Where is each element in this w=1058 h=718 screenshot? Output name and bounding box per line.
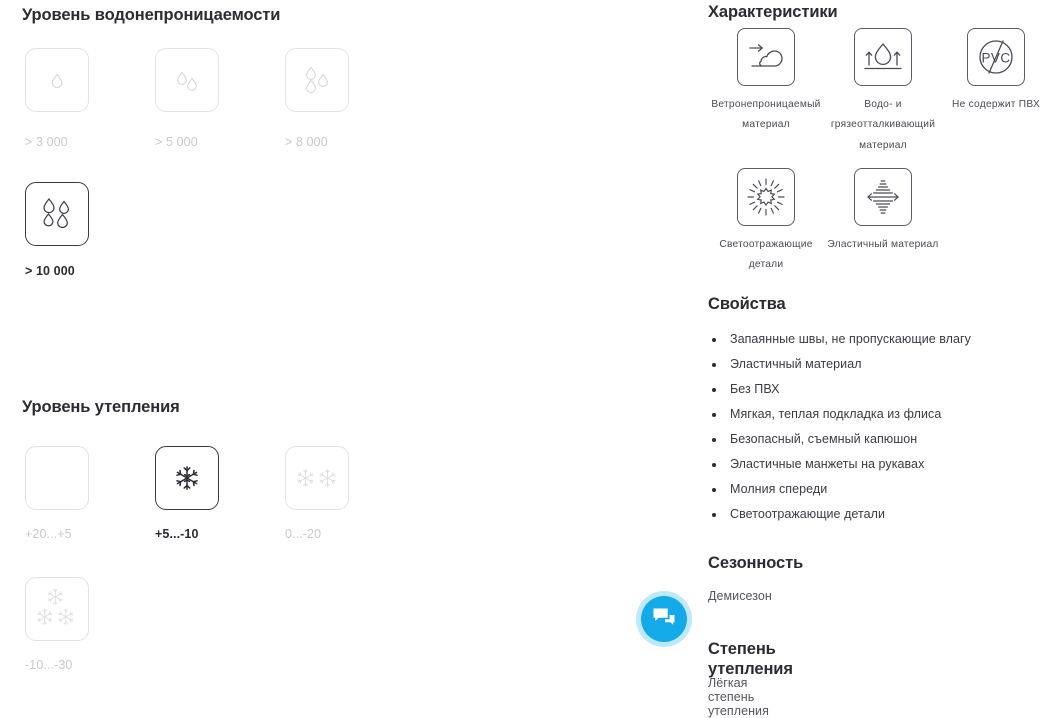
characteristic-caption: Светоотражающие детали xyxy=(719,239,813,271)
list-item: Светоотражающие детали xyxy=(708,502,971,527)
insulation-heading: Уровень утепления xyxy=(22,398,180,416)
waterproof-label-8000: > 8 000 xyxy=(285,135,328,149)
waterproof-label-5000: > 5 000 xyxy=(155,135,198,149)
insulation-option-20-5[interactable] xyxy=(25,446,89,510)
insulation-option-5-10[interactable] xyxy=(155,446,219,510)
characteristic-no-pvc xyxy=(934,28,1058,115)
waterproof-heading: Уровень водонепроницаемости xyxy=(22,6,281,24)
insulation-label-20-5: +20...+5 xyxy=(25,527,72,541)
snowflake-triple-icon xyxy=(34,587,80,631)
characteristic-elastic xyxy=(821,168,945,255)
waterproof-label-3000: > 3 000 xyxy=(25,135,68,149)
waterproof-option-3000[interactable] xyxy=(25,48,89,112)
chat-button[interactable] xyxy=(641,596,687,642)
insulation-degree-heading: Степень утепления xyxy=(708,640,793,678)
properties-heading: Свойства xyxy=(708,295,786,313)
season-heading: Сезонность xyxy=(708,554,804,572)
no-pvc-icon xyxy=(967,28,1025,86)
insulation-label-0-20: 0...-20 xyxy=(285,527,322,541)
insulation-label-10-30: -10...-30 xyxy=(25,658,73,672)
characteristic-reflective xyxy=(704,168,828,276)
water-drop-double-icon xyxy=(170,65,204,95)
snowflake-icon xyxy=(173,464,201,492)
insulation-option-0-20[interactable] xyxy=(285,446,349,510)
season-value: Демисезон xyxy=(708,589,772,603)
elastic-icon xyxy=(854,168,912,226)
waterproof-option-8000[interactable] xyxy=(285,48,349,112)
characteristic-caption: Не содержит ПВХ xyxy=(952,99,1040,110)
list-item: Без ПВХ xyxy=(708,377,971,402)
wind-cloud-icon xyxy=(737,28,795,86)
characteristic-caption: Водо- и грязеотталкивающий материал xyxy=(830,99,936,151)
reflective-icon xyxy=(737,168,795,226)
water-drop-triple-icon xyxy=(299,63,335,97)
left-column xyxy=(0,0,350,700)
insulation-option-10-30[interactable] xyxy=(25,577,89,641)
water-repellent-icon xyxy=(854,28,912,86)
chat-widget[interactable] xyxy=(636,591,692,647)
waterproof-option-10000[interactable] xyxy=(25,182,89,246)
chat-bubbles-icon xyxy=(652,607,676,632)
list-item: Запаянные швы, не пропускающие влагу xyxy=(708,327,971,352)
svg-text:PVC: PVC xyxy=(981,50,1011,66)
list-item: Эластичный материал xyxy=(708,352,971,377)
characteristics-heading: Характеристики xyxy=(708,3,838,21)
list-item: Безопасный, съемный капюшон xyxy=(708,427,971,452)
water-drop-icon xyxy=(42,65,72,95)
list-item: Эластичные манжеты на рукавах xyxy=(708,452,971,477)
properties-list xyxy=(708,327,971,527)
characteristic-windproof xyxy=(704,28,828,136)
characteristic-caption: Эластичный материал xyxy=(827,239,939,250)
water-drop-quad-icon xyxy=(37,194,77,234)
snowflake-double-icon xyxy=(294,466,340,490)
waterproof-option-5000[interactable] xyxy=(155,48,219,112)
insulation-label-5-10: +5...-10 xyxy=(155,527,199,541)
insulation-degree-value: Лёгкая степень утепления xyxy=(708,676,769,718)
waterproof-label-10000: > 10 000 xyxy=(25,264,75,278)
characteristic-water-repellent xyxy=(821,28,945,156)
list-item: Молния спереди xyxy=(708,477,971,502)
list-item: Мягкая, теплая подкладка из флиса xyxy=(708,402,971,427)
characteristic-caption: Ветронепроницаемый материал xyxy=(711,99,821,131)
